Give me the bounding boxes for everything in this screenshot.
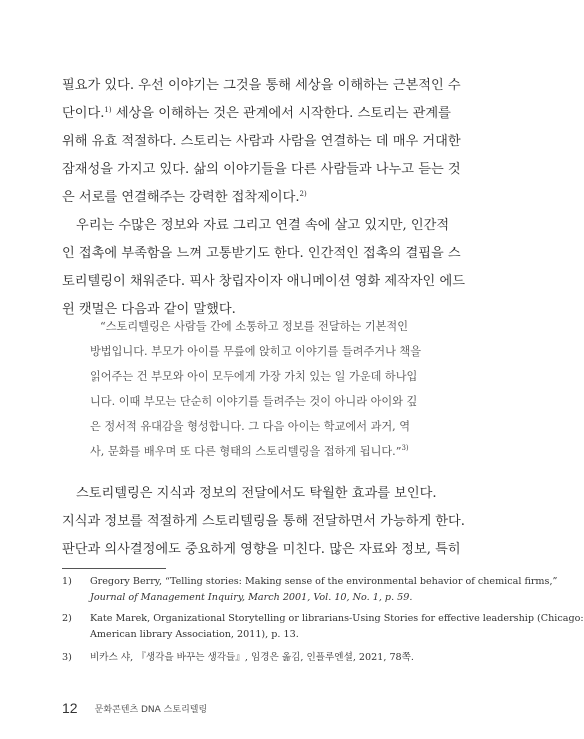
text-line: 필요가 있다. 우선 이야기는 그것을 통해 세상을 이해하는 근본적인 수 [62,78,461,93]
paragraph-2 [62,212,465,324]
page-number: 12 [62,700,78,716]
text-line: 잠재성을 가지고 있다. 삶의 이야기들을 다른 사람들과 나누고 듣는 것 [62,162,461,177]
text-line: 지식과 정보를 적절하게 스토리텔링을 통해 전달하면서 가능하게 한다. [62,514,465,529]
text-line: 판단과 의사결정에도 중요하게 영향을 미친다. 많은 자료와 정보, 특히 [62,542,461,557]
footnote-text: American library Association, 2011), p. 13. [90,629,299,640]
footnote-1 [62,574,558,608]
quote-line: 은 정서적 유대감을 형성합니다. 그 다음 아이는 학교에서 과거, 역 [90,420,411,433]
text-line: 은 서로를 연결해주는 강력한 접착제이다.$^{2)}$ [62,190,307,205]
running-title: 문화콘텐츠 DNA 스토리텔링 [94,705,208,715]
text-line: 인 접촉에 부족함을 느껴 고통받기도 한다. 인간적인 접촉의 결핍을 스 [62,246,461,261]
footnote-2 [62,611,584,645]
text-line: 우리는 수많은 정보와 자료 그리고 연결 속에 살고 있지만, 인간적 [76,218,450,233]
text-line: 윈 캣멀은 다음과 같이 말했다. [62,302,236,317]
footnote-divider [62,568,166,569]
text-line: 토리텔링이 채워준다. 픽사 창립자이자 애니메이션 영화 제작자인 에드 [62,274,465,289]
paragraph-3 [62,480,465,564]
footnote-text: Journal of Management Inquiry, March 2001, Vol. 10, No. 1, p. 59. [90,592,413,603]
footnote-number: 3) [62,652,72,663]
quote-line: 읽어주는 건 부모와 아이 모두에게 가장 가치 있는 일 가운데 하나입 [90,370,418,383]
quote-line: 니다. 이때 부모는 단순히 이야기를 들려주는 것이 아니라 아이와 깊 [90,395,418,408]
quote-line: “스토리텔링은 사람들 간에 소통하고 정보를 전달하는 기본적인 [100,320,409,333]
paragraph-1 [62,72,461,212]
text-line: 위해 유효 적절하다. 스토리는 사람과 사람을 연결하는 데 매우 거대한 [62,134,461,149]
footnote-text: Kate Marek, Organizational Storytelling or librarians-Using Stories for effective leadership (Chicago: [90,613,584,624]
footnote-number: 1) [62,576,72,587]
footnote-ref: 3) [401,444,409,452]
quote-line: 사, 문화를 배우며 또 다른 형태의 스토리텔링을 접하게 됩니다.”$^{3)}$ [90,444,409,458]
page-footer [62,698,207,718]
footnote-3 [62,650,442,668]
footnote-ref: 1) [104,106,112,114]
footnote-text: 비카스 샤, 『생각을 바꾸는 생각들』, 임경은 옮김, 인플루엔셜, 2021, 78쪽. [90,652,414,663]
footnote-text: Gregory Berry, “Telling stories: Making sense of the environmental behavior of chemical firms,” [90,576,558,587]
footnote-ref: 2) [299,190,307,198]
text-line: 스토리텔링은 지식과 정보의 전달에서도 탁월한 효과를 보인다. [76,486,437,501]
block-quote [90,314,422,464]
text-line: 단이다.$^{1)}$ 세상을 이해하는 것은 관계에서 시작한다. 스토리는 관계를 [62,106,451,121]
footnote-number: 2) [62,613,72,624]
quote-line: 방법입니다. 부모가 아이를 무릎에 앉히고 이야기를 들려주거나 책을 [90,345,422,358]
